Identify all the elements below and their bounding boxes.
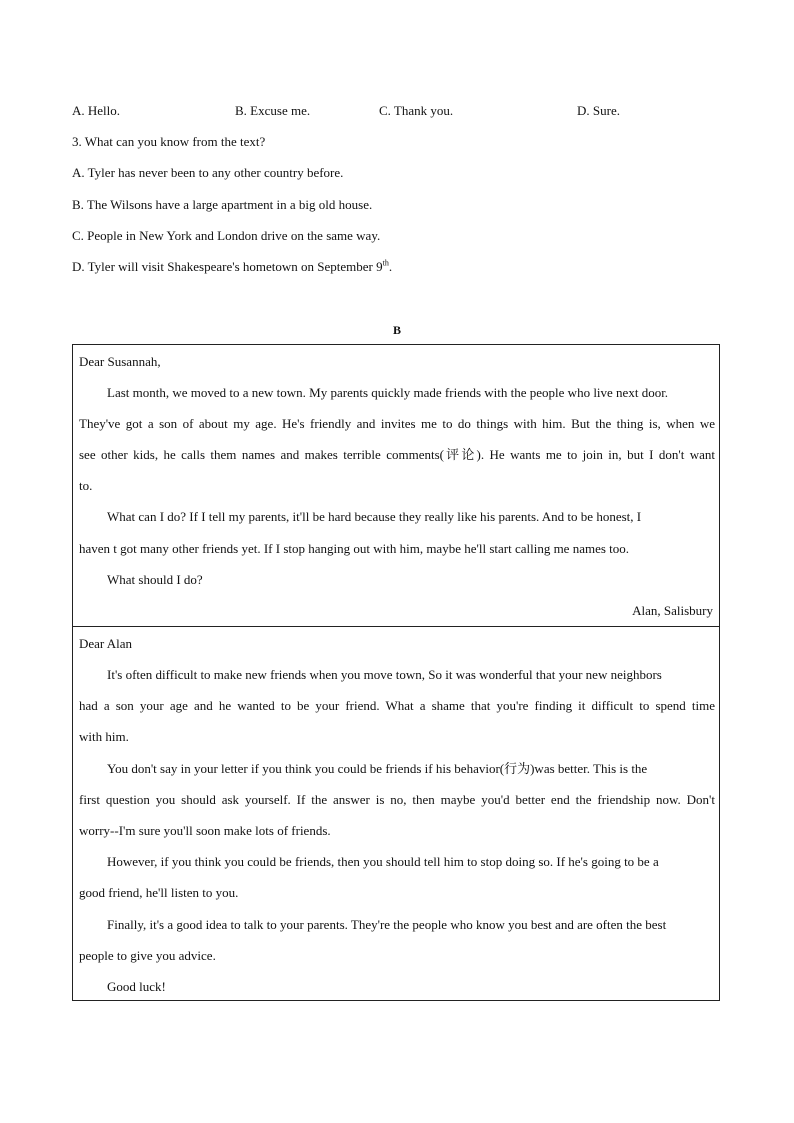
option-d-end: . <box>388 259 393 274</box>
ordinal-suffix: th <box>382 258 389 268</box>
letter2-line-10: people to give you advice. <box>79 948 216 963</box>
option-d-text: D. Tyler will visit Shakespeare's hometown on September 9 <box>72 259 383 274</box>
question-3-option-b: B. The Wilsons have a large apartment in a big old house. <box>72 197 373 212</box>
letter2-line-9: Finally, it's a good idea to talk to your parents. They're the people who know you best and are often the best <box>107 917 667 932</box>
letter2-line-5: first question you should ask yourself. If the answer is no, then maybe you'd better end the friendship now. Don't <box>79 792 715 807</box>
question-3-option-a: A. Tyler has never been to any other country before. <box>72 165 344 180</box>
letter1-line-7: What should I do? <box>107 572 203 587</box>
letter2-line-3: with him. <box>79 729 129 744</box>
letter-box-2 <box>72 626 720 1001</box>
letter1-line-3: see other kids, he calls them names and makes terrible comments(评论). He wants me to join in, but I don't want <box>79 447 715 462</box>
option-c: C. Thank you. <box>379 103 454 118</box>
letter2-line-2: had a son your age and he wanted to be your friend. What a shame that you're finding it difficult to spend time <box>79 698 715 713</box>
letter1-line-5: What can I do? If I tell my parents, it'll be hard because they really like his parents. And to be honest, I <box>107 509 642 524</box>
letter1-line-1: Last month, we moved to a new town. My parents quickly made friends with the people who live next door. <box>107 385 669 400</box>
question-3-stem: 3. What can you know from the text? <box>72 134 266 149</box>
letter1-line-6: haven t got many other friends yet. If I stop hanging out with him, maybe he'll start calling me names too. <box>79 541 630 556</box>
letter2-line-1: It's often difficult to make new friends when you move town, So it was wonderful that your new neighbors <box>107 667 662 682</box>
letter1-line-4: to. <box>79 478 93 493</box>
letter2-line-6: worry--I'm sure you'll soon make lots of friends. <box>79 823 331 838</box>
letter2-line-11: Good luck! <box>107 979 166 994</box>
option-d: D. Sure. <box>577 103 620 118</box>
letter1-signature: Alan, Salisbury <box>632 603 713 618</box>
option-a: A. Hello. <box>72 103 121 118</box>
letter2-line-7: However, if you think you could be friends, then you should tell him to stop doing so. If he's going to be a <box>107 854 659 869</box>
section-title: B <box>392 323 401 337</box>
option-b: B. Excuse me. <box>235 103 311 118</box>
letter2-line-8: good friend, he'll listen to you. <box>79 885 239 900</box>
letter1-salutation: Dear Susannah, <box>79 354 161 369</box>
question-3-option-c: C. People in New York and London drive on the same way. <box>72 228 381 243</box>
letter-box-1 <box>72 344 720 627</box>
letter2-line-4: You don't say in your letter if you think you could be friends if his behavior(行为)was better. This is the <box>107 761 648 776</box>
question-3-option-d <box>72 259 392 275</box>
letter1-line-2: They've got a son of about my age. He's friendly and invites me to do things with him. But the thing is, when we <box>79 416 715 431</box>
letter2-salutation: Dear Alan <box>79 636 133 651</box>
